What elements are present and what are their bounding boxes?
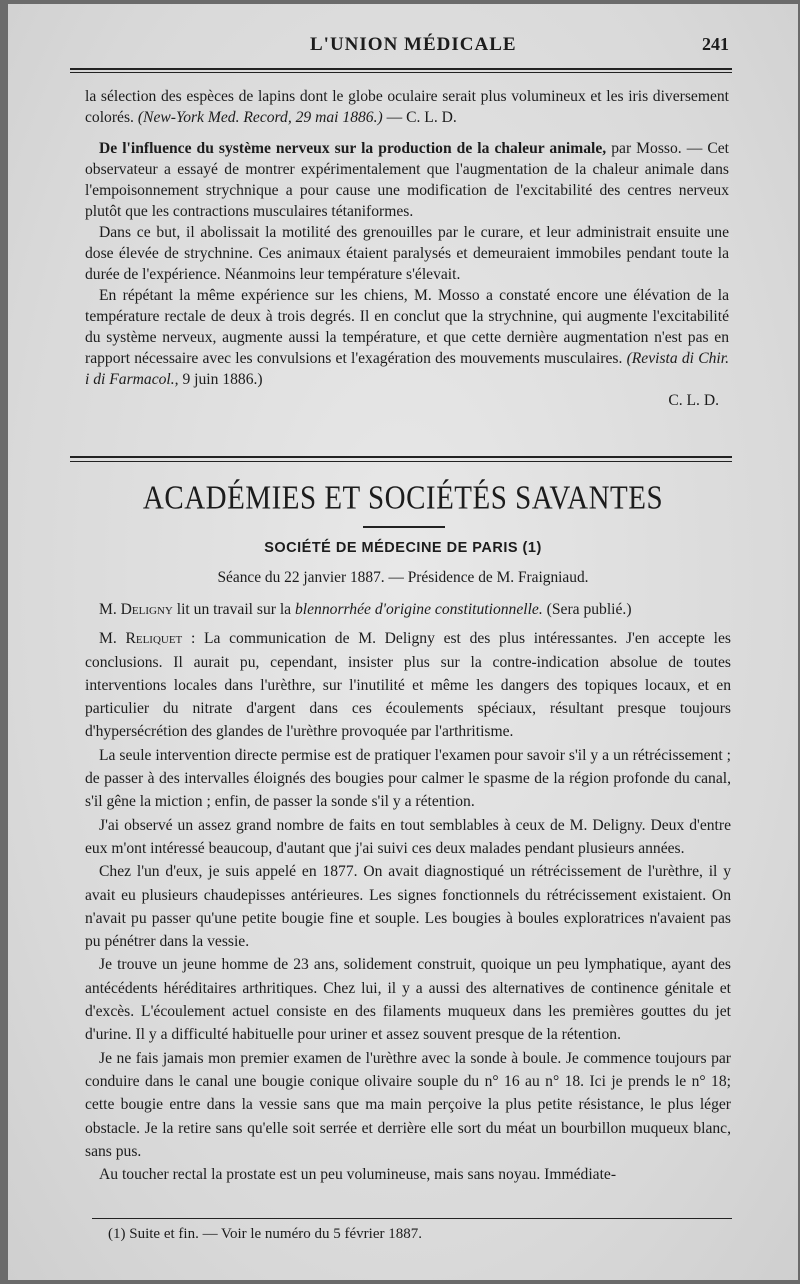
section-divider	[70, 456, 732, 458]
paragraph-chiens	[85, 285, 729, 390]
speaker-name: M. Deligny	[99, 601, 173, 618]
paragraph-text: En répétant la même expérience sur les chiens, M. Mosso a constaté encore une élévation de la température rectale de deux à trois degrés. Il en conclut que la strychnine, qui augmente l'excitabilité du système nerveux, augmente aussi la température, et que cette dernière augmentation n'est pas en rapport nécessaire avec les convulsions et l'exagération des mouvements musculaires.	[85, 287, 729, 367]
paragraph-text: (Sera publié.)	[546, 601, 632, 618]
title-underline	[363, 526, 445, 528]
header-rule	[70, 68, 732, 70]
section-title: ACADÉMIES ET SOCIÉTÉS SAVANTES	[142, 479, 664, 517]
paragraph-intervention: La seule intervention directe permise est de pratiquer l'examen pour savoir s'il y a un rétrécissement ; de passer à des intervalles éloignés des bougies pour calmer le spasme de la région profonde du canal, s'il gêne la miction ; enfin, de passer la sonde s'il y a rétention.	[85, 746, 731, 811]
footnote-rule	[92, 1218, 732, 1219]
signature: — C. L. D.	[386, 109, 457, 126]
speaker-name: M. Reliquet	[99, 630, 183, 648]
work-title: blennorrhée d'origine constitutionnelle.	[295, 601, 543, 618]
paragraph-trouve: Je trouve un jeune homme de 23 ans, solidement construit, quoique un peu lymphatique, ayant des antécédents héréditaires arthritiques. Chez lui, il y a aussi des alternatives de continence génitale et d'excès. L'écoulement actuel consiste en des filaments muqueux dans les premières gouttes du jet d'urine. Il y a difficulté habituelle pour uriner et assez souvent presque de la rétention.	[85, 956, 731, 1044]
section-divider-thin	[70, 461, 732, 462]
page-header	[8, 34, 798, 58]
paragraph-deligny	[85, 598, 731, 621]
paragraph-observe: J'ai observé un assez grand nombre de faits en tout semblables à ceux de M. Deligny. Deux d'entre eux m'ont intéressé beaucoup, d'autant que j'ai suivi ces deux malades pendant plusieurs années.	[85, 816, 731, 857]
journal-page	[8, 4, 798, 1280]
paragraph-examen: Je ne fais jamais mon premier examen de l'urèthre avec la sonde à boule. Je commence toujours par conduire dans le canal une bougie conique olivaire souple du n° 16 au n° 18. Ici je prends le n° 18; cette bougie entre dans la vessie sans que ma main perçoive la plus petite résistance, le plus léger obstacle. Je la retire sans qu'elle soit serrée et derrière elle sort du méat un bourbillon muqueux blanc, sans pus.	[85, 1049, 731, 1160]
society-heading: SOCIÉTÉ DE MÉDECINE DE PARIS (1)	[264, 540, 542, 556]
page-number: 241	[702, 34, 729, 54]
society-report	[85, 598, 731, 1186]
paragraph-chez: Chez l'un d'eux, je suis appelé en 1877. On avait diagnostiqué un rétrécissement de l'urèthre, il y avait eu plusieurs chaudepisses antérieures. Les signes fonctionnels du rétrécissement existaient. On n'avait pu passer qu'une petite bougie fine et souple. Les bougies à boules exploratrices n'avaient pas pu pénétrer dans la vessie.	[85, 863, 731, 951]
paragraph-reliquet	[85, 627, 731, 743]
header-rule-thin	[70, 72, 732, 73]
paragraph-text: lit un travail sur la	[176, 601, 292, 618]
citation: (Revista di Chir. i di Farmacol.,	[85, 350, 729, 388]
paragraph-mosso	[85, 138, 729, 222]
footnote: (1) Suite et fin. — Voir le numéro du 5 février 1887.	[108, 1226, 422, 1242]
paragraph-toucher: Au toucher rectal la prostate est un peu volumineuse, mais sans noyau. Immédiate-	[99, 1166, 617, 1184]
paragraph-grenouilles: Dans ce but, il abolissait la motilité des grenouilles par le curare, et leur administrait ensuite une dose élevée de strychnine. Ces animaux étaient paralysés et demeuraient immobiles pendant toute la durée de l'expérience. Néanmoins leur température s'élevait.	[85, 224, 729, 283]
citation: (New-York Med. Record, 29 mai 1886.)	[137, 109, 383, 126]
seance-line: Séance du 22 janvier 1887. — Présidence de M. Fraigniaud.	[217, 569, 589, 586]
news-section	[85, 86, 729, 411]
paragraph-text: : La communication de M. Deligny est des plus intéressantes. J'en accepte les conclusions. Il aurait pu, cependant, insister plus sur la contre-indication absolue de toutes interventions locales dans l'urèthre, sur l'inutilité et même les dangers des topiques locaux, et en particulier du nitrate d'argent dans ces écoulements spéciaux, résultant presque toujours d'hypersécrétion des glandes de l'urèthre provoquée par l'arthritisme.	[85, 630, 731, 741]
running-title: L'UNION MÉDICALE	[310, 34, 517, 55]
paragraph-lapins	[85, 86, 729, 128]
paragraph-text: par Mosso. — Cet observateur a essayé de montrer expérimentalement que l'augmentation de la chaleur animale dans l'empoisonnement strychnique a pour cause une modification de l'excitabilité des centres nerveux plutôt que les contractions musculaires tétaniformes.	[85, 140, 729, 220]
signature: C. L. D.	[668, 392, 719, 409]
paragraph-text: la sélection des espèces de lapins dont le globe oculaire serait plus volumineux et les iris diversement colorés.	[85, 88, 729, 126]
article-title: De l'influence du système nerveux sur la production de la chaleur animale,	[99, 140, 607, 157]
citation-date: 9 juin 1886.)	[182, 371, 263, 388]
